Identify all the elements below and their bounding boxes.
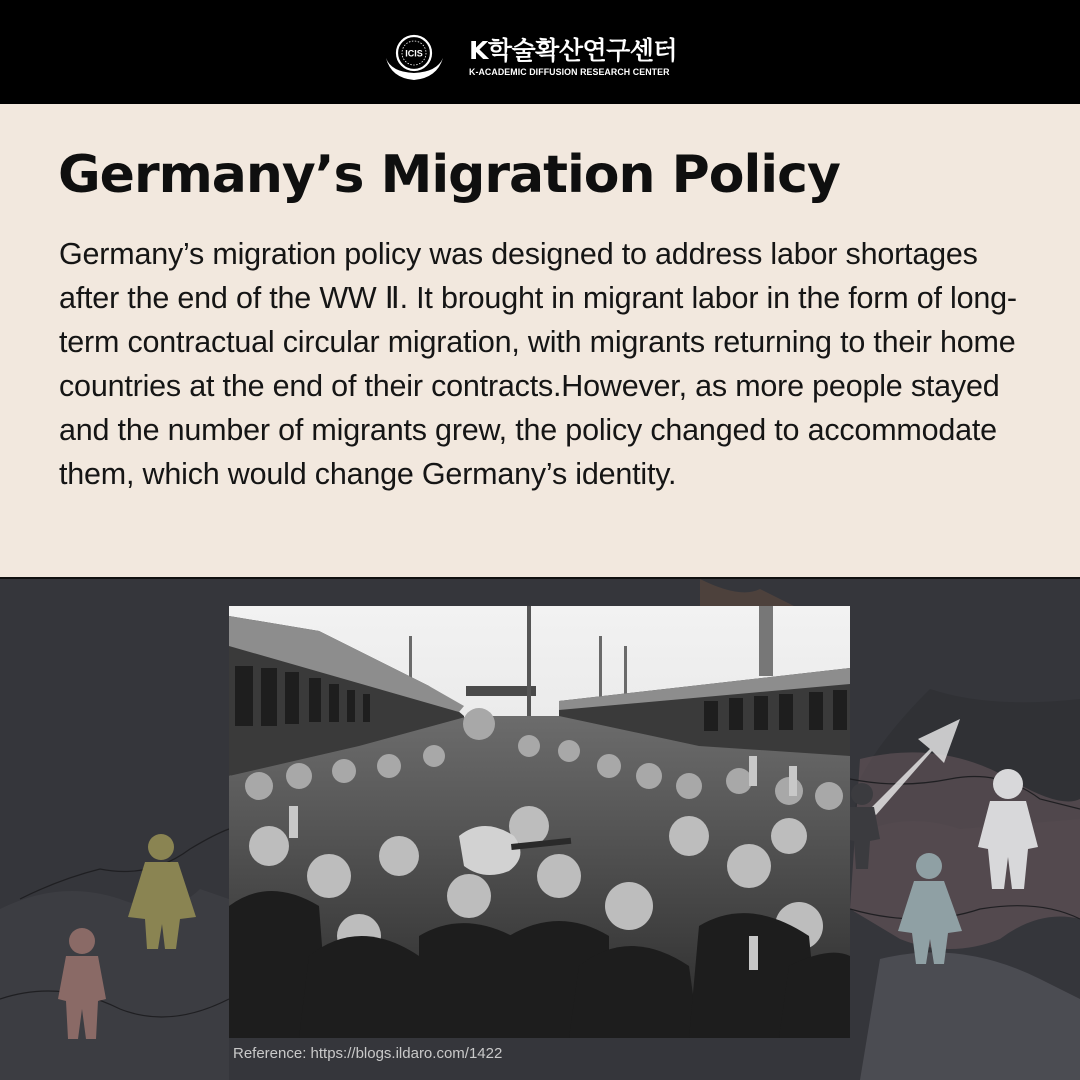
article-title: Germany’s Migration Policy [58,145,840,205]
historical-photo [229,606,850,1038]
org-logo [383,32,677,82]
icis-emblem-icon [383,32,447,82]
org-name-korean: K학술확산연구센터 [469,35,678,65]
header-bar [0,0,1080,104]
image-reference: Reference: https://blogs.ildaro.com/1422 [233,1045,503,1062]
article-body: Germany’s migration policy was designed to address labor shortages after the end of the WW Ⅱ. It brought in migrant labor in the form of long-term contractual circular migration, with migrants returning to their home countries at the end of their contracts.However, as more people stayed and the number of migrants grew, the policy changed to accommodate them, which would change Germany’s identity. [59,237,1017,491]
svg-text:ICIS: ICIS [405,48,423,59]
org-name-english: K-ACADEMIC DIFFUSION RESEARCH CENTER [469,66,670,77]
article-panel [0,104,1080,577]
